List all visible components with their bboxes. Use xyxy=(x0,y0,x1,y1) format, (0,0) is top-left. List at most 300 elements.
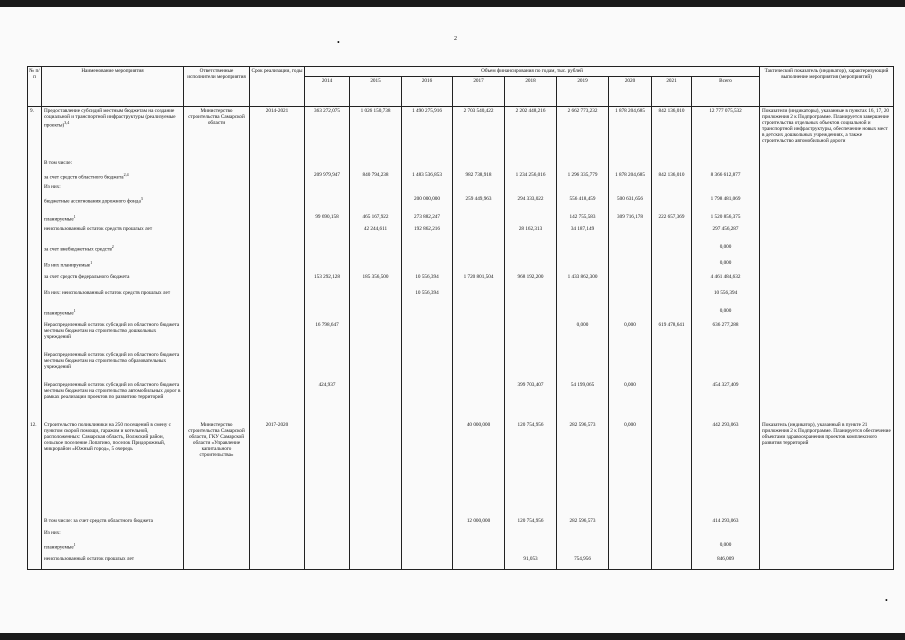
row-value xyxy=(609,183,652,195)
row-value: 500 631,656 xyxy=(609,195,652,213)
row-value xyxy=(557,307,609,321)
row-value xyxy=(652,381,692,421)
row-value: 273 882,247 xyxy=(402,213,453,225)
row-total xyxy=(692,159,760,171)
row-executor xyxy=(184,159,250,171)
footnote-mark: 3,4 xyxy=(64,120,70,125)
row-period: 2014-2021 xyxy=(250,107,305,160)
row-name-text: В том числе: за счет средств областного бюджета xyxy=(44,518,153,524)
header-executor: Ответственные исполнители мероприятия xyxy=(184,67,250,107)
row-value xyxy=(609,541,652,555)
row-value xyxy=(453,541,505,555)
row-value: 10 556,394 xyxy=(402,289,453,307)
row-value: 465 167,922 xyxy=(350,213,402,225)
row-number xyxy=(28,183,42,195)
row-period xyxy=(250,159,305,171)
table-row xyxy=(28,421,894,517)
row-value: 282 596,573 xyxy=(557,421,609,517)
row-total: 636 277,288 xyxy=(692,321,760,351)
row-value xyxy=(305,541,350,555)
row-period xyxy=(250,183,305,195)
row-value xyxy=(402,307,453,321)
row-number xyxy=(28,273,42,289)
row-executor xyxy=(184,529,250,541)
row-period xyxy=(250,225,305,243)
row-value xyxy=(350,307,402,321)
row-period xyxy=(250,259,305,273)
row-value xyxy=(557,541,609,555)
row-executor xyxy=(184,307,250,321)
row-value: 363 272,075 xyxy=(305,107,350,160)
row-value: 209 979,947 xyxy=(305,171,350,183)
scan-dot: • xyxy=(337,38,340,47)
header-num: № п/п xyxy=(28,67,42,107)
row-number xyxy=(28,195,42,213)
row-value: 1 234 256,016 xyxy=(505,171,557,183)
row-executor xyxy=(184,321,250,351)
row-value xyxy=(453,213,505,225)
row-value xyxy=(652,351,692,381)
row-period xyxy=(250,351,305,381)
table-row xyxy=(28,195,894,213)
row-total: 0,000 xyxy=(692,259,760,273)
row-value xyxy=(652,307,692,321)
row-total: 454 327,409 xyxy=(692,381,760,421)
row-name-text: неиспользованный остаток прошлых лет xyxy=(44,556,135,562)
row-value xyxy=(652,259,692,273)
row-value xyxy=(652,421,692,517)
row-value: 282 596,573 xyxy=(557,517,609,529)
row-value: 2 662 773,232 xyxy=(557,107,609,160)
row-value: 2 202 448,216 xyxy=(505,107,557,160)
row-name-text: Нераспределенный остаток субсидий из областного бюджета местным бюджетам на строительство дошкольных учреждений xyxy=(44,322,180,340)
row-value: 0,000 xyxy=(609,381,652,421)
row-value xyxy=(453,321,505,351)
row-value xyxy=(453,529,505,541)
row-value xyxy=(609,243,652,259)
row-value xyxy=(453,381,505,421)
table-row xyxy=(28,225,894,243)
row-value xyxy=(305,225,350,243)
row-value: 185 356,500 xyxy=(350,273,402,289)
row-total: 10 556,394 xyxy=(692,289,760,307)
row-value xyxy=(609,273,652,289)
row-executor xyxy=(184,517,250,529)
row-number xyxy=(28,213,42,225)
table-row xyxy=(28,183,894,195)
row-value xyxy=(505,159,557,171)
table-row xyxy=(28,517,894,529)
scan-dot-bottom: • xyxy=(885,596,888,605)
row-name-text: Нераспределенный остаток субсидий из областного бюджета местным бюджетам на строительство образовательных учреждений xyxy=(44,352,180,370)
table-row xyxy=(28,307,894,321)
row-name xyxy=(42,351,184,381)
header-period: Срок реализации, годы xyxy=(250,67,305,107)
row-target-empty xyxy=(760,159,894,171)
row-target-empty xyxy=(760,213,894,225)
row-executor xyxy=(184,243,250,259)
row-value xyxy=(402,381,453,421)
row-value: 968 192,200 xyxy=(505,273,557,289)
row-target: Показатели (индикаторы), указанные в пунктах 16, 17, 20 приложения 2 к Подпрограмме. Планируется завершение строительства отдельных объектов социальной и транспортной инфраструктуры, обеспечение новых мест в детских дошкольных учреждениях, а также строительство автомобильной дороги xyxy=(760,107,894,160)
row-name xyxy=(42,421,184,517)
row-value xyxy=(350,351,402,381)
row-total xyxy=(692,183,760,195)
row-value: 91,053 xyxy=(505,555,557,570)
row-number xyxy=(28,541,42,555)
row-value xyxy=(609,289,652,307)
row-name-text: планируемые xyxy=(44,310,74,317)
header-total: Всего xyxy=(692,77,760,107)
row-value xyxy=(350,555,402,570)
row-name-text: за счет средств областного бюджета xyxy=(44,174,124,181)
row-value: 99 690,158 xyxy=(305,213,350,225)
row-period xyxy=(250,529,305,541)
footnote-mark: 1 xyxy=(73,542,76,547)
row-value: 120 754,956 xyxy=(505,421,557,517)
row-name-text: планируемые xyxy=(44,216,74,223)
table-row xyxy=(28,243,894,259)
row-target-empty xyxy=(760,171,894,183)
scan-edge-bottom xyxy=(0,633,905,640)
row-name-text: Предоставление субсидий местным бюджетам на создание социальной и транспортной инфраструктуры (реализуемые проекты) xyxy=(44,108,176,129)
row-value xyxy=(557,351,609,381)
row-value xyxy=(402,529,453,541)
table-row xyxy=(28,541,894,555)
row-total: 1 520 856,375 xyxy=(692,213,760,225)
row-target-empty xyxy=(760,259,894,273)
row-period: 2017-2020 xyxy=(250,421,305,517)
row-executor xyxy=(184,555,250,570)
row-name-text: Из них: xyxy=(44,184,61,190)
footnote-mark: 1 xyxy=(90,260,93,265)
row-value xyxy=(609,225,652,243)
row-name xyxy=(42,213,184,225)
row-value: 0,000 xyxy=(609,421,652,517)
row-target-empty xyxy=(760,273,894,289)
row-value xyxy=(652,541,692,555)
row-name xyxy=(42,159,184,171)
row-name xyxy=(42,195,184,213)
row-target-empty xyxy=(760,351,894,381)
row-value xyxy=(402,555,453,570)
header-name: Наименование мероприятия xyxy=(42,67,184,107)
row-value xyxy=(505,529,557,541)
row-number xyxy=(28,243,42,259)
row-total: 0,000 xyxy=(692,541,760,555)
row-value xyxy=(652,159,692,171)
row-value xyxy=(557,259,609,273)
row-name xyxy=(42,555,184,570)
row-value xyxy=(350,517,402,529)
row-name xyxy=(42,381,184,421)
row-name-text: планируемые xyxy=(44,544,74,551)
row-value: 1 296 335,779 xyxy=(557,171,609,183)
row-value xyxy=(350,421,402,517)
page-number: 2 xyxy=(454,36,457,42)
row-name xyxy=(42,183,184,195)
row-period xyxy=(250,213,305,225)
row-total: 8 366 612,877 xyxy=(692,171,760,183)
row-value xyxy=(652,183,692,195)
row-value xyxy=(453,351,505,381)
row-executor xyxy=(184,213,250,225)
header-year: 2018 xyxy=(505,77,557,107)
row-value: 754,956 xyxy=(557,555,609,570)
row-value: 259 449,963 xyxy=(453,195,505,213)
row-name-text: бюджетные ассигнования дорожного фонда xyxy=(44,198,141,205)
row-total: 0,000 xyxy=(692,307,760,321)
row-value xyxy=(609,529,652,541)
header-year: 2021 xyxy=(652,77,692,107)
row-executor xyxy=(184,289,250,307)
row-total: 297 456,287 xyxy=(692,225,760,243)
row-period xyxy=(250,555,305,570)
row-value: 153 292,128 xyxy=(305,273,350,289)
row-value xyxy=(557,289,609,307)
row-value xyxy=(350,243,402,259)
footnote-mark: 1 xyxy=(73,214,76,219)
row-value xyxy=(402,159,453,171)
row-value: 0,000 xyxy=(557,321,609,351)
row-target-empty xyxy=(760,541,894,555)
row-value xyxy=(402,321,453,351)
row-name xyxy=(42,171,184,183)
row-value: 842 136,010 xyxy=(652,107,692,160)
row-value: 0,000 xyxy=(609,321,652,351)
row-executor xyxy=(184,351,250,381)
row-number xyxy=(28,289,42,307)
row-total: 442 293,063 xyxy=(692,421,760,517)
row-value xyxy=(453,259,505,273)
row-value: 1 483 536,853 xyxy=(402,171,453,183)
row-value: 556 418,459 xyxy=(557,195,609,213)
header-year: 2020 xyxy=(609,77,652,107)
row-value: 120 754,956 xyxy=(505,517,557,529)
header-year: 2014 xyxy=(305,77,350,107)
row-target-empty xyxy=(760,321,894,351)
row-executor: Министерство строительства Самарской области, ГКУ Самарской области «Управление капитального строительства» xyxy=(184,421,250,517)
row-value xyxy=(402,183,453,195)
row-value xyxy=(305,289,350,307)
row-value: 1 720 801,504 xyxy=(453,273,505,289)
row-name-text: Из них: xyxy=(44,530,61,536)
row-value: 1 026 150,738 xyxy=(350,107,402,160)
row-value xyxy=(453,243,505,259)
row-total: 414 293,063 xyxy=(692,517,760,529)
row-value xyxy=(350,321,402,351)
row-target-empty xyxy=(760,225,894,243)
row-name-text: Из них планируемые xyxy=(44,262,91,269)
row-value xyxy=(505,259,557,273)
row-value xyxy=(350,259,402,273)
row-value xyxy=(305,517,350,529)
row-name xyxy=(42,541,184,555)
row-value xyxy=(652,529,692,541)
row-value xyxy=(557,529,609,541)
row-value xyxy=(609,159,652,171)
row-value xyxy=(402,421,453,517)
row-value xyxy=(505,351,557,381)
row-value xyxy=(350,195,402,213)
row-value: 12 000,000 xyxy=(453,517,505,529)
row-total: 1 798 481,069 xyxy=(692,195,760,213)
row-executor xyxy=(184,273,250,289)
row-value xyxy=(505,213,557,225)
row-value: 54 199,065 xyxy=(557,381,609,421)
row-value xyxy=(557,243,609,259)
row-value xyxy=(305,421,350,517)
row-value xyxy=(453,225,505,243)
table-row xyxy=(28,273,894,289)
row-value xyxy=(505,183,557,195)
row-number xyxy=(28,307,42,321)
row-number xyxy=(28,225,42,243)
row-value xyxy=(652,243,692,259)
row-value xyxy=(350,541,402,555)
row-name xyxy=(42,321,184,351)
table-row xyxy=(28,107,894,160)
row-value xyxy=(453,159,505,171)
row-number xyxy=(28,321,42,351)
table-row xyxy=(28,159,894,171)
row-value xyxy=(402,243,453,259)
row-target-empty xyxy=(760,307,894,321)
row-executor xyxy=(184,541,250,555)
row-period xyxy=(250,307,305,321)
row-executor xyxy=(184,225,250,243)
row-value xyxy=(350,159,402,171)
row-target-empty xyxy=(760,289,894,307)
row-name xyxy=(42,273,184,289)
row-value xyxy=(305,243,350,259)
table-row xyxy=(28,213,894,225)
scan-edge-top xyxy=(0,0,905,7)
table-row xyxy=(28,529,894,541)
funding-table xyxy=(27,66,894,570)
row-number: 9. xyxy=(28,107,42,160)
row-value: 399 703,407 xyxy=(505,381,557,421)
row-value xyxy=(453,183,505,195)
row-target-empty xyxy=(760,555,894,570)
row-value: 1 878 204,685 xyxy=(609,171,652,183)
row-value xyxy=(505,307,557,321)
row-value: 309 716,178 xyxy=(609,213,652,225)
row-period xyxy=(250,289,305,307)
header-year: 2016 xyxy=(402,77,453,107)
row-period xyxy=(250,273,305,289)
row-period xyxy=(250,541,305,555)
row-value: 1 878 204,685 xyxy=(609,107,652,160)
row-number xyxy=(28,259,42,273)
row-value xyxy=(402,517,453,529)
row-value: 982 738,918 xyxy=(453,171,505,183)
row-period xyxy=(250,321,305,351)
row-value xyxy=(402,541,453,555)
footnote-mark: 2 xyxy=(111,244,114,249)
row-value xyxy=(402,351,453,381)
row-value xyxy=(350,381,402,421)
row-name xyxy=(42,517,184,529)
row-value: 2 703 540,422 xyxy=(453,107,505,160)
row-value xyxy=(609,351,652,381)
row-value xyxy=(652,289,692,307)
row-name-text: за счет внебюджетных средств xyxy=(44,246,112,253)
row-name xyxy=(42,243,184,259)
row-value xyxy=(305,351,350,381)
row-value: 142 755,583 xyxy=(557,213,609,225)
row-value xyxy=(453,307,505,321)
row-number xyxy=(28,351,42,381)
row-number xyxy=(28,529,42,541)
row-value: 28 162,313 xyxy=(505,225,557,243)
header-year: 2019 xyxy=(557,77,609,107)
row-target-empty xyxy=(760,243,894,259)
row-number xyxy=(28,381,42,421)
row-value xyxy=(609,307,652,321)
row-target-empty xyxy=(760,183,894,195)
header-target: Тактический показатель (индикатор), характеризующий выполнение мероприятия (мероприятий) xyxy=(760,67,894,107)
row-target-empty xyxy=(760,517,894,529)
row-value xyxy=(652,517,692,529)
row-value xyxy=(305,529,350,541)
row-total: 12 777 075,532 xyxy=(692,107,760,160)
row-period xyxy=(250,195,305,213)
row-number xyxy=(28,159,42,171)
row-value: 619 478,641 xyxy=(652,321,692,351)
row-value: 10 556,394 xyxy=(402,273,453,289)
row-executor xyxy=(184,183,250,195)
row-value xyxy=(453,289,505,307)
row-number xyxy=(28,171,42,183)
row-value xyxy=(305,555,350,570)
row-value: 840 794,238 xyxy=(350,171,402,183)
row-value xyxy=(350,289,402,307)
row-value xyxy=(505,321,557,351)
row-executor xyxy=(184,259,250,273)
footnote-mark: 1 xyxy=(73,308,76,313)
row-value: 294 333,022 xyxy=(505,195,557,213)
row-name-text: Строительство поликлиники на 250 посещений в смену с пунктом скорой помощи, гаражом и котельной, расположенных: Самарская область, Волжский район, сельское поселение Лопатино, поселок Придорожный, микрорайон «Южный город», 5 очередь xyxy=(44,422,171,452)
row-target-empty xyxy=(760,195,894,213)
row-value xyxy=(609,555,652,570)
row-value: 34 187,149 xyxy=(557,225,609,243)
row-total xyxy=(692,529,760,541)
table-row xyxy=(28,321,894,351)
row-name-text: Нераспределенный остаток субсидий из областного бюджета местным бюджетам на строительство автомобильных дорог в рамках реализации проектов по развитию территорий xyxy=(44,382,181,400)
row-value: 424,937 xyxy=(305,381,350,421)
table-row xyxy=(28,171,894,183)
row-value: 1 433 862,300 xyxy=(557,273,609,289)
row-name xyxy=(42,259,184,273)
row-value xyxy=(402,259,453,273)
row-value xyxy=(609,259,652,273)
row-target-empty xyxy=(760,381,894,421)
row-value: 222 657,369 xyxy=(652,213,692,225)
row-value xyxy=(305,183,350,195)
table-row xyxy=(28,381,894,421)
row-name-text: неиспользованный остаток средств прошлых лет xyxy=(44,226,153,232)
table-body xyxy=(28,107,894,570)
row-name xyxy=(42,529,184,541)
row-number: 12. xyxy=(28,421,42,517)
row-name-text: В том числе: xyxy=(44,160,73,166)
row-name-text: за счет средств федерального бюджета xyxy=(44,274,130,280)
row-name xyxy=(42,107,184,160)
row-value xyxy=(505,541,557,555)
row-name xyxy=(42,289,184,307)
row-value xyxy=(305,195,350,213)
